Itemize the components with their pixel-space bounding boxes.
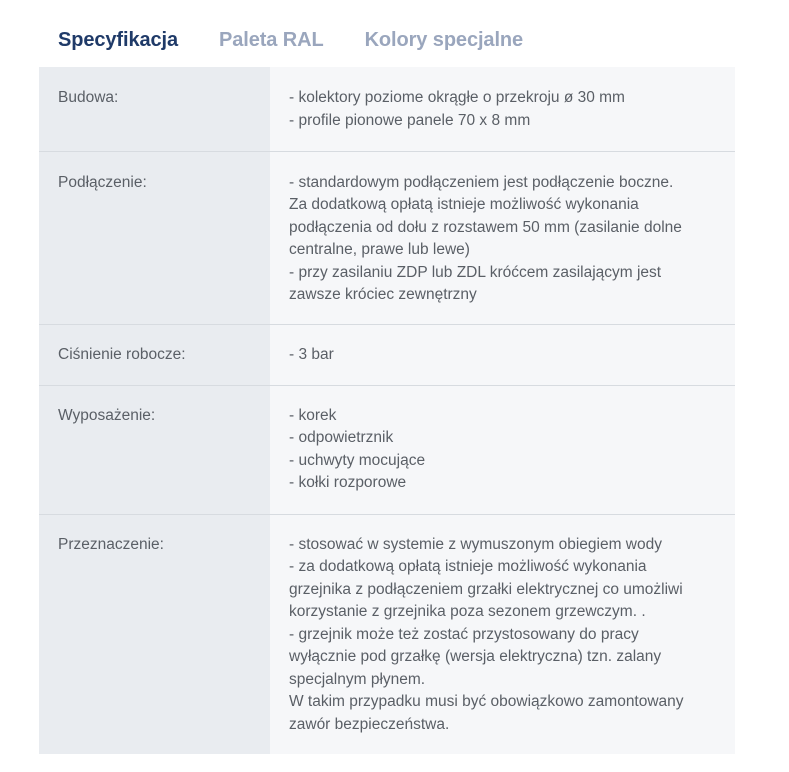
tab-specyfikacja[interactable]: Specyfikacja xyxy=(58,28,178,51)
spec-row-wyposazenie xyxy=(39,385,735,514)
spec-value-line: - kolektory poziome okrągłe o przekroju ø 30 mm xyxy=(289,89,625,106)
spec-value-line: grzejnika z podłączeniem grzałki elektrycznej co umożliwi xyxy=(289,580,683,598)
specification-table xyxy=(39,67,735,754)
spec-value-line: centralne, prawe lub lewe) xyxy=(289,241,470,258)
spec-value-line: - za dodatkową opłatą istnieje możliwość wykonania xyxy=(289,558,647,575)
spec-value-line: - odpowietrznik xyxy=(289,429,394,446)
tab-bar xyxy=(58,25,523,55)
spec-label: Ciśnienie robocze: xyxy=(39,324,270,385)
spec-value-line: - kołki rozporowe xyxy=(289,474,407,491)
spec-value-line: specjalnym płynem. xyxy=(289,670,426,688)
spec-value-line: Za dodatkową opłatą istnieje możliwość wykonania xyxy=(289,196,639,213)
spec-row-budowa xyxy=(39,67,735,151)
spec-label: Budowa: xyxy=(39,67,270,151)
spec-value-line: - korek xyxy=(289,406,337,424)
tab-kolory-specjalne[interactable]: Kolory specjalne xyxy=(364,28,524,51)
spec-row-podlaczenie xyxy=(39,151,735,324)
spec-value-line: - 3 bar xyxy=(289,345,334,363)
spec-label: Podłączenie: xyxy=(39,151,270,324)
spec-row-cisnienie xyxy=(39,324,735,385)
spec-value-line: zawsze króciec zewnętrzny xyxy=(289,286,477,303)
spec-value-line: W takim przypadku musi być obowiązkowo zamontowany xyxy=(289,693,684,710)
spec-value xyxy=(270,385,735,514)
spec-value xyxy=(270,514,735,754)
spec-value xyxy=(270,324,735,385)
spec-value-line: - standardowym podłączeniem jest podłączenie boczne. xyxy=(289,173,674,191)
spec-value-line: korzystanie z grzejnika poza sezonem grzewczym. . xyxy=(289,603,646,620)
spec-value-line: - uchwyty mocujące xyxy=(289,451,426,469)
tab-paleta-ral[interactable]: Paleta RAL xyxy=(219,28,324,51)
spec-label: Przeznaczenie: xyxy=(39,514,270,754)
spec-value-line: zawór bezpieczeństwa. xyxy=(289,715,450,733)
spec-value-line: - przy zasilaniu ZDP lub ZDL króćcem zasilającym jest xyxy=(289,263,662,281)
spec-label: Wyposażenie: xyxy=(39,385,270,514)
spec-value-line: - grzejnik może też zostać przystosowany do pracy xyxy=(289,625,639,643)
spec-value xyxy=(270,67,735,151)
spec-value xyxy=(270,151,735,324)
spec-row-przeznaczenie xyxy=(39,514,735,754)
spec-value-line: wyłącznie pod grzałkę (wersja elektryczna) tzn. zalany xyxy=(289,648,662,665)
spec-value-line: podłączenia od dołu z rozstawem 50 mm (zasilanie dolne xyxy=(289,218,682,236)
spec-value-line: - stosować w systemie z wymuszonym obiegiem wody xyxy=(289,535,662,553)
spec-value-line: - profile pionowe panele 70 x 8 mm xyxy=(289,111,531,129)
